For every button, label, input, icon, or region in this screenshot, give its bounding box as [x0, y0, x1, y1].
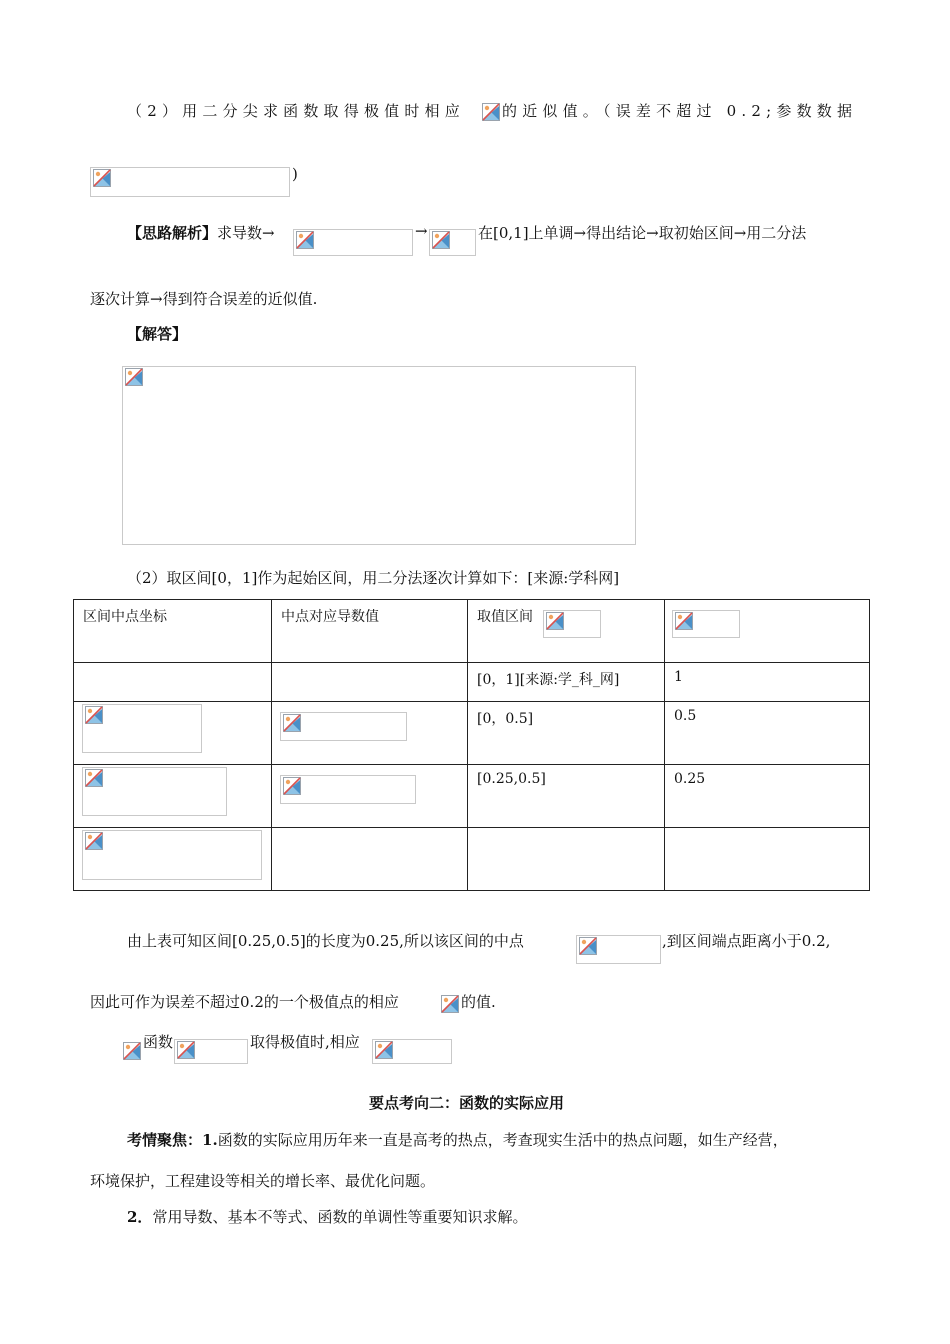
formula-image	[82, 767, 227, 816]
broken-image-icon	[546, 612, 564, 630]
broken-image-icon	[482, 103, 500, 121]
table-cell	[468, 702, 665, 765]
close-paren: )	[292, 165, 298, 183]
table-cell	[74, 663, 272, 702]
section2-heading: 要点考向二：函数的实际应用	[369, 1094, 565, 1112]
formula-image	[82, 704, 202, 753]
focus-line1	[127, 1129, 788, 1150]
table-cell	[272, 702, 468, 765]
table-cell	[272, 828, 468, 891]
table-header-cell	[74, 600, 272, 663]
focus-text1: 函数的实际应用历年来一直是高考的热点，考查现实生活中的热点问题，如生产经营，	[217, 1131, 788, 1149]
table-cell	[74, 702, 272, 765]
broken-image-icon	[375, 1041, 393, 1059]
conclusion-line1-a: 由上表可知区间[0.25,0.5]的长度为0.25,所以该区间的中点	[127, 932, 524, 950]
analysis-label: 【思路解析】	[127, 224, 218, 242]
header-derivative: 中点对应导数值	[281, 609, 379, 625]
table-cell	[665, 828, 870, 891]
table-header-row	[74, 600, 870, 663]
formula-image	[372, 1039, 452, 1064]
table-row	[74, 828, 870, 891]
broken-image-icon	[432, 231, 450, 249]
broken-image-icon	[85, 769, 103, 787]
broken-image-icon	[93, 169, 111, 187]
table-cell	[272, 765, 468, 828]
table-cell	[665, 702, 870, 765]
broken-image-icon	[85, 706, 103, 724]
broken-image-icon	[283, 777, 301, 795]
table-cell	[468, 828, 665, 891]
focus-line1b: 环境保护，工程建设等相关的增长率、最优化问题。	[90, 1172, 436, 1190]
analysis-text1: 求导数→	[217, 224, 275, 242]
conclusion-line2-b: 的值.	[461, 993, 496, 1011]
table-row	[74, 765, 870, 828]
table-row	[74, 663, 870, 702]
analysis-arrow: →	[415, 222, 428, 240]
conclusion-line2-a: 因此可作为误差不超过0.2的一个极值点的相应	[90, 993, 399, 1011]
analysis-line2: 逐次计算→得到符合误差的近似值.	[90, 290, 318, 308]
bisection-table	[73, 599, 870, 891]
formula-image	[543, 610, 601, 638]
table-cell	[468, 765, 665, 828]
formula-image	[90, 167, 290, 197]
broken-image-icon	[675, 612, 693, 630]
table-cell	[665, 663, 870, 702]
table-header-cell	[468, 600, 665, 663]
focus-num1: 1.	[202, 1131, 218, 1149]
analysis-line1	[127, 222, 275, 243]
focus-text2: 常用导数、基本不等式、函数的单调性等重要知识求解。	[152, 1208, 528, 1226]
table-cell	[74, 828, 272, 891]
answer-label: 【解答】	[127, 325, 188, 343]
conclusion-line3-b: 取得极值时,相应	[250, 1033, 360, 1051]
broken-image-icon	[441, 995, 459, 1013]
broken-image-icon	[296, 231, 314, 249]
table-cell	[665, 765, 870, 828]
formula-image	[429, 229, 476, 256]
table-cell	[272, 663, 468, 702]
focus-num2: 2．	[127, 1208, 153, 1226]
length-value: 0.5	[674, 708, 697, 724]
focus-line2	[127, 1206, 527, 1227]
broken-image-icon	[123, 1042, 141, 1060]
formula-image	[82, 830, 262, 880]
broken-image-icon	[579, 937, 597, 955]
broken-image-icon	[283, 714, 301, 732]
focus-label: 考情聚焦：	[127, 1131, 203, 1149]
formula-image	[576, 935, 661, 964]
header-interval: 取值区间	[477, 609, 533, 625]
formula-image	[672, 610, 740, 638]
header-midpoint: 区间中点坐标	[83, 609, 167, 625]
broken-image-icon	[85, 832, 103, 850]
table-header-cell	[665, 600, 870, 663]
length-value: 1	[674, 669, 683, 685]
interval-value: [0.25,0.5]	[477, 771, 546, 787]
length-value: 0.25	[674, 771, 706, 787]
interval-value: [0，0.5]	[477, 711, 534, 727]
part2-question-suffix: 的近似值。（误差不超过 0.2;参数数据	[502, 102, 858, 120]
formula-image	[280, 712, 407, 741]
broken-image-icon	[125, 368, 143, 386]
formula-image	[293, 229, 413, 256]
table-row	[74, 702, 870, 765]
part2-intro: （2）取区间[0，1]作为起始区间，用二分法逐次计算如下：[来源:学科网]	[127, 569, 620, 587]
part2-question-prefix: （2）用二分尖求函数取得极值时相应	[127, 102, 465, 120]
broken-image-icon	[177, 1041, 195, 1059]
conclusion-line1-b: ,到区间端点距离小于0.2,	[662, 932, 831, 950]
solution-image	[122, 366, 636, 545]
table-cell	[468, 663, 665, 702]
conclusion-line3-a: 函数	[143, 1033, 174, 1051]
formula-image	[174, 1039, 248, 1064]
table-header-cell	[272, 600, 468, 663]
interval-value: [0，1][来源:学_科_网]	[477, 672, 620, 688]
table-cell	[74, 765, 272, 828]
formula-image	[280, 775, 416, 804]
analysis-text2: 在[0,1]上单调→得出结论→取初始区间→用二分法	[478, 224, 807, 242]
